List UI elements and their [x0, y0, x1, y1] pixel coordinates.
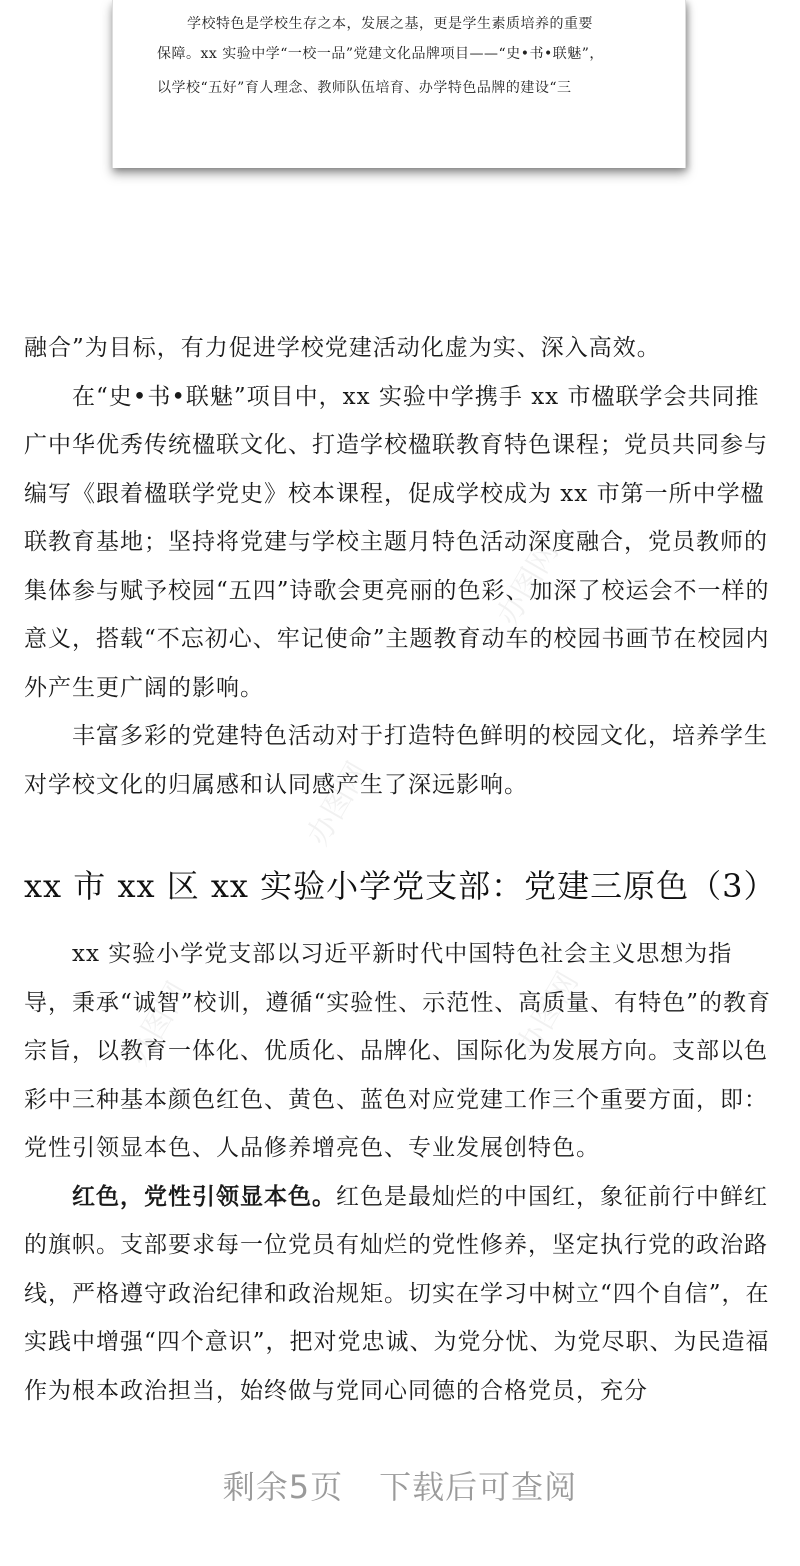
paragraph-text: 红色是最灿烂的中国红，象征前行中鲜红的旗帜。支部要求每一位党员有灿烂的党性修养，坚定执行党的政治路线，严格遵守政治纪律和政治规矩。切实在学习中树立“四个自信”，在实践中增强“四个意识”，把对党忠诚、为党分忧、为党尽职、为民造福作为根本政治担当，始终做与党同心同德的合格党员，充分 — [24, 1183, 770, 1404]
download-to-view-label: 下载后可查阅 — [379, 1468, 578, 1506]
paragraph: 融合”为目标，有力促进学校党建活动化虚为实、深入高效。 — [24, 335, 661, 361]
watermark: 办图网 — [490, 536, 566, 632]
watermark: 办图网 — [510, 966, 586, 1062]
paragraph: xx 实验小学党支部以习近平新时代中国特色社会主义思想为指导，秉承“诚智”校训，遵循“实验性、示范性、高质量、有特色”的教育宗旨，以教育一体化、优质化、品牌化、国际化为发展方向。支部以色彩中三种基本颜色红色、黄色、蓝色对应党建工作三个重要方面，即：党性引领显本色、人品修养增亮色、专业发展创特色。 — [24, 941, 772, 1161]
document-body-block — [24, 930, 780, 1415]
download-notice[interactable] — [0, 1462, 800, 1508]
preview-text-line: 学校特色是学校生存之本，发展之基，更是学生素质培养的重要 — [187, 16, 593, 32]
preview-text-line: 以学校“五好”育人理念、教师队伍培育、办学特色品牌的建设“三 — [157, 80, 572, 96]
watermark: 办图网 — [300, 756, 376, 852]
remaining-pages-label: 剩余5页 — [222, 1468, 344, 1506]
paragraph: 在“史•书•联魅”项目中，xx 实验中学携手 xx 市楹联学会共同推广中华优秀传统楹联文化、打造学校楹联教育特色课程；党员共同参与编写《跟着楹联学党史》校本课程，促成学校成为 xx 市第一所中学楹联教育基地；坚持将党建与学校主题月特色活动深度融合，党员教师的集体参与赋予校园“五四”诗歌会更亮丽的色彩、加深了校运会不一样的意义，搭载“不忘初心、牢记使命”主题教育动车的校园书画节在校园内外产生更广阔的影响。 — [24, 383, 770, 701]
document-body-block — [24, 324, 780, 809]
paragraph — [24, 1173, 780, 1416]
watermark: 办图网 — [120, 976, 196, 1072]
paragraph: 丰富多彩的党建特色活动对于打造特色鲜明的校园文化，培养学生对学校文化的归属感和认同感产生了深远影响。 — [24, 723, 768, 798]
document-preview-card — [112, 0, 686, 168]
bold-lead-text: 红色，党性引领显本色。 — [72, 1182, 336, 1210]
preview-text-line: 保障。xx 实验中学“一校一品”党建文化品牌项目——“史•书•联魅”， — [157, 46, 604, 62]
section-heading: xx 市 xx 区 xx 实验小学党支部：党建三原色（3） — [24, 867, 777, 905]
